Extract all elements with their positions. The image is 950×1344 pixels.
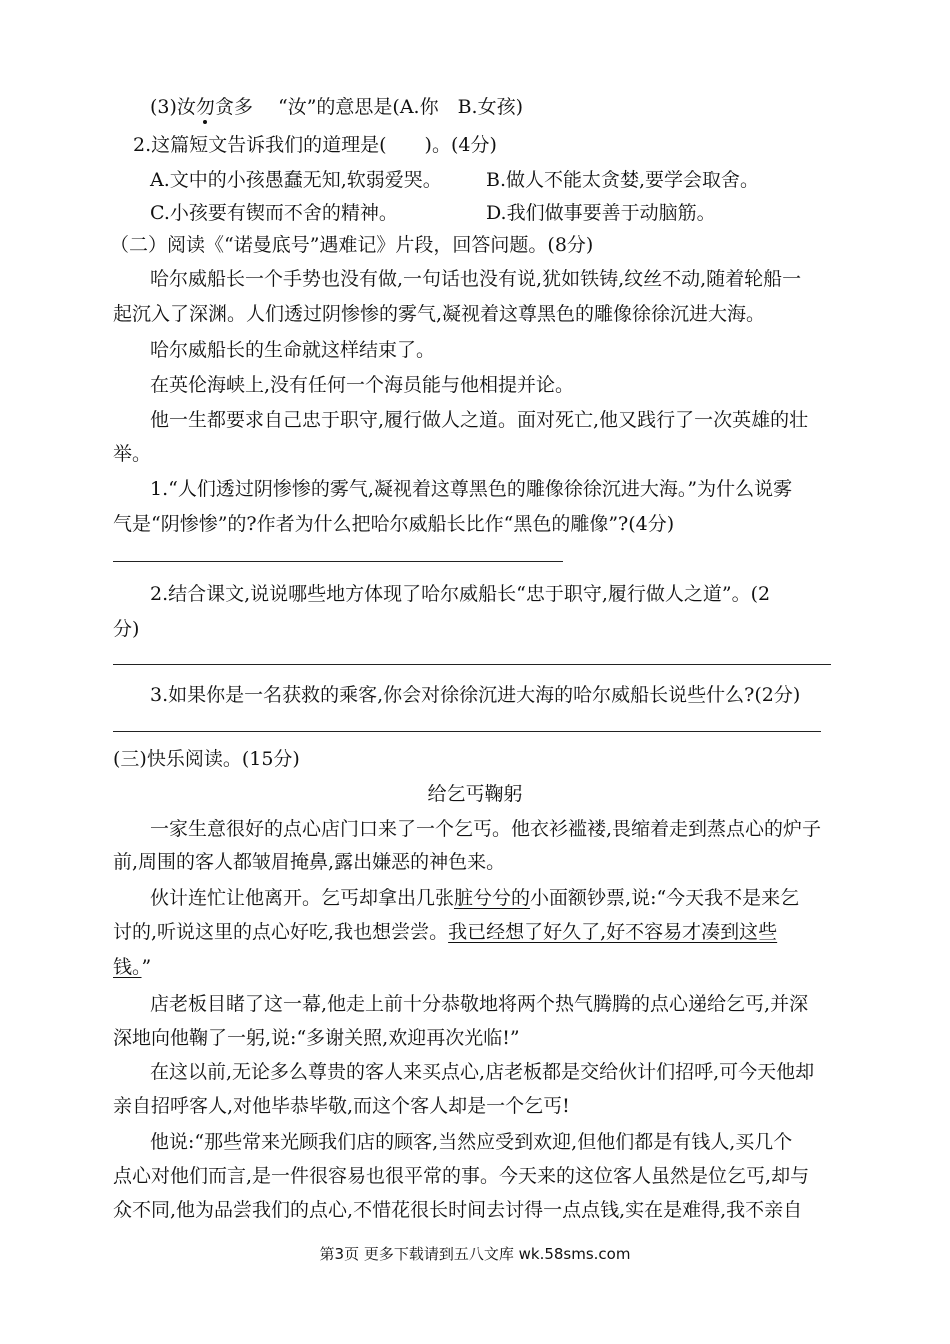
story-line: 深地向他鞠了一躬,说:“多谢关照,欢迎再次光临!” <box>113 1027 520 1049</box>
q3-part1: (3)汝 <box>150 96 196 118</box>
emphasis-dot-char: 勿 <box>195 96 215 118</box>
passage-2-line: 哈尔威船长的生命就这样结束了。 <box>150 339 436 361</box>
story-text: ” <box>141 956 152 978</box>
passage-2-line: 哈尔威船长一个手势也没有做,一句话也没有说,犹如铁铸,纹丝不动,随着轮船一 <box>150 268 802 290</box>
story-title: 给乞丐鞠躬 <box>427 783 523 805</box>
section-2-heading: （二）阅读《“诺曼底号”遇难记》片段，回答问题。(8分) <box>110 234 594 256</box>
story-line <box>113 955 151 979</box>
section-2-question-1: 1.“人们透过阴惨惨的雾气,凝视着这尊黑色的雕像徐徐沉进大海。”为什么说雾 <box>150 478 793 500</box>
section-2-question-1-cont: 气是“阴惨惨”的?作者为什么把哈尔威船长比作“黑色的雕像”?(4分) <box>113 513 675 535</box>
option-c: C.小孩要有锲而不舍的精神。 <box>150 202 398 224</box>
story-line <box>150 886 799 910</box>
story-text: 伙计连忙让他离开。乞丐却拿出几张 <box>150 887 455 909</box>
section-2-question-2-cont: 分) <box>113 618 140 640</box>
story-line: 前,周围的客人都皱眉掩鼻,露出嫌恶的神色来。 <box>113 851 506 873</box>
passage-2-line: 在英伦海峡上,没有任何一个海员能与他相提并论。 <box>150 374 575 396</box>
underlined-phrase: 脏兮兮的 <box>454 887 531 909</box>
question-2-stem: 2.这篇短文告诉我们的道理是( )。(4分) <box>133 134 497 156</box>
option-b: B.做人不能太贪婪,要学会取舍。 <box>486 169 760 191</box>
underlined-sentence: 我已经想了好久了,好不容易才凑到这些 <box>448 921 778 943</box>
passage-2-line: 起沉入了深渊。人们透过阴惨惨的雾气,凝视着这尊黑色的雕像徐徐沉进大海。 <box>113 303 766 325</box>
story-text: 讨的,听说这里的点心好吃,我也想尝尝。 <box>113 921 449 943</box>
answer-line[interactable] <box>113 561 563 562</box>
option-d: D.我们做事要善于动脑筋。 <box>486 202 716 224</box>
story-line: 他说:“那些常来光顾我们店的顾客,当然应受到欢迎,但他们都是有钱人,买几个 <box>150 1131 793 1153</box>
story-line: 一家生意很好的点心店门口来了一个乞丐。他衣衫褴褛,畏缩着走到蒸点心的炉子 <box>150 818 822 840</box>
story-line: 店老板目睹了这一幕,他走上前十分恭敬地将两个热气腾腾的点心递给乞丐,并深 <box>150 993 809 1015</box>
q3-part2: 贪多 “汝”的意思是(A.你 B.女孩) <box>214 96 523 118</box>
question-1-3 <box>150 95 523 119</box>
option-a: A.文中的小孩愚蠢无知,软弱爱哭。 <box>150 169 442 191</box>
answer-line[interactable] <box>113 664 831 665</box>
section-3-heading: (三)快乐阅读。(15分) <box>113 748 300 770</box>
story-line: 在这以前,无论多么尊贵的客人来买点心,店老板都是交给伙计们招呼,可今天他却 <box>150 1061 815 1083</box>
passage-2-line: 举。 <box>113 443 152 465</box>
story-line: 亲自招呼客人,对他毕恭毕敬,而这个客人却是一个乞丐! <box>113 1095 570 1117</box>
underlined-sentence: 钱。 <box>113 956 142 978</box>
page-footer: 第3页 更多下载请到五八文库 wk.58sms.com <box>319 1245 631 1263</box>
section-2-question-3: 3.如果你是一名获救的乘客,你会对徐徐沉进大海的哈尔威船长说些什么?(2分) <box>150 684 801 706</box>
story-line: 点心对他们而言,是一件很容易也很平常的事。今天来的这位客人虽然是位乞丐,却与 <box>113 1165 810 1187</box>
story-text: 小面额钞票,说:“今天我不是来乞 <box>530 887 800 909</box>
passage-2-line: 他一生都要求自己忠于职守,履行做人之道。面对死亡,他又践行了一次英雄的壮 <box>150 409 809 431</box>
story-line <box>113 920 777 944</box>
answer-line[interactable] <box>113 731 821 732</box>
story-line: 众不同,他为品尝我们的点心,不惜花很长时间去讨得一点点钱,实在是难得,我不亲自 <box>113 1199 803 1221</box>
section-2-question-2: 2.结合课文,说说哪些地方体现了哈尔威船长“忠于职守,履行做人之道”。(2 <box>150 583 771 605</box>
